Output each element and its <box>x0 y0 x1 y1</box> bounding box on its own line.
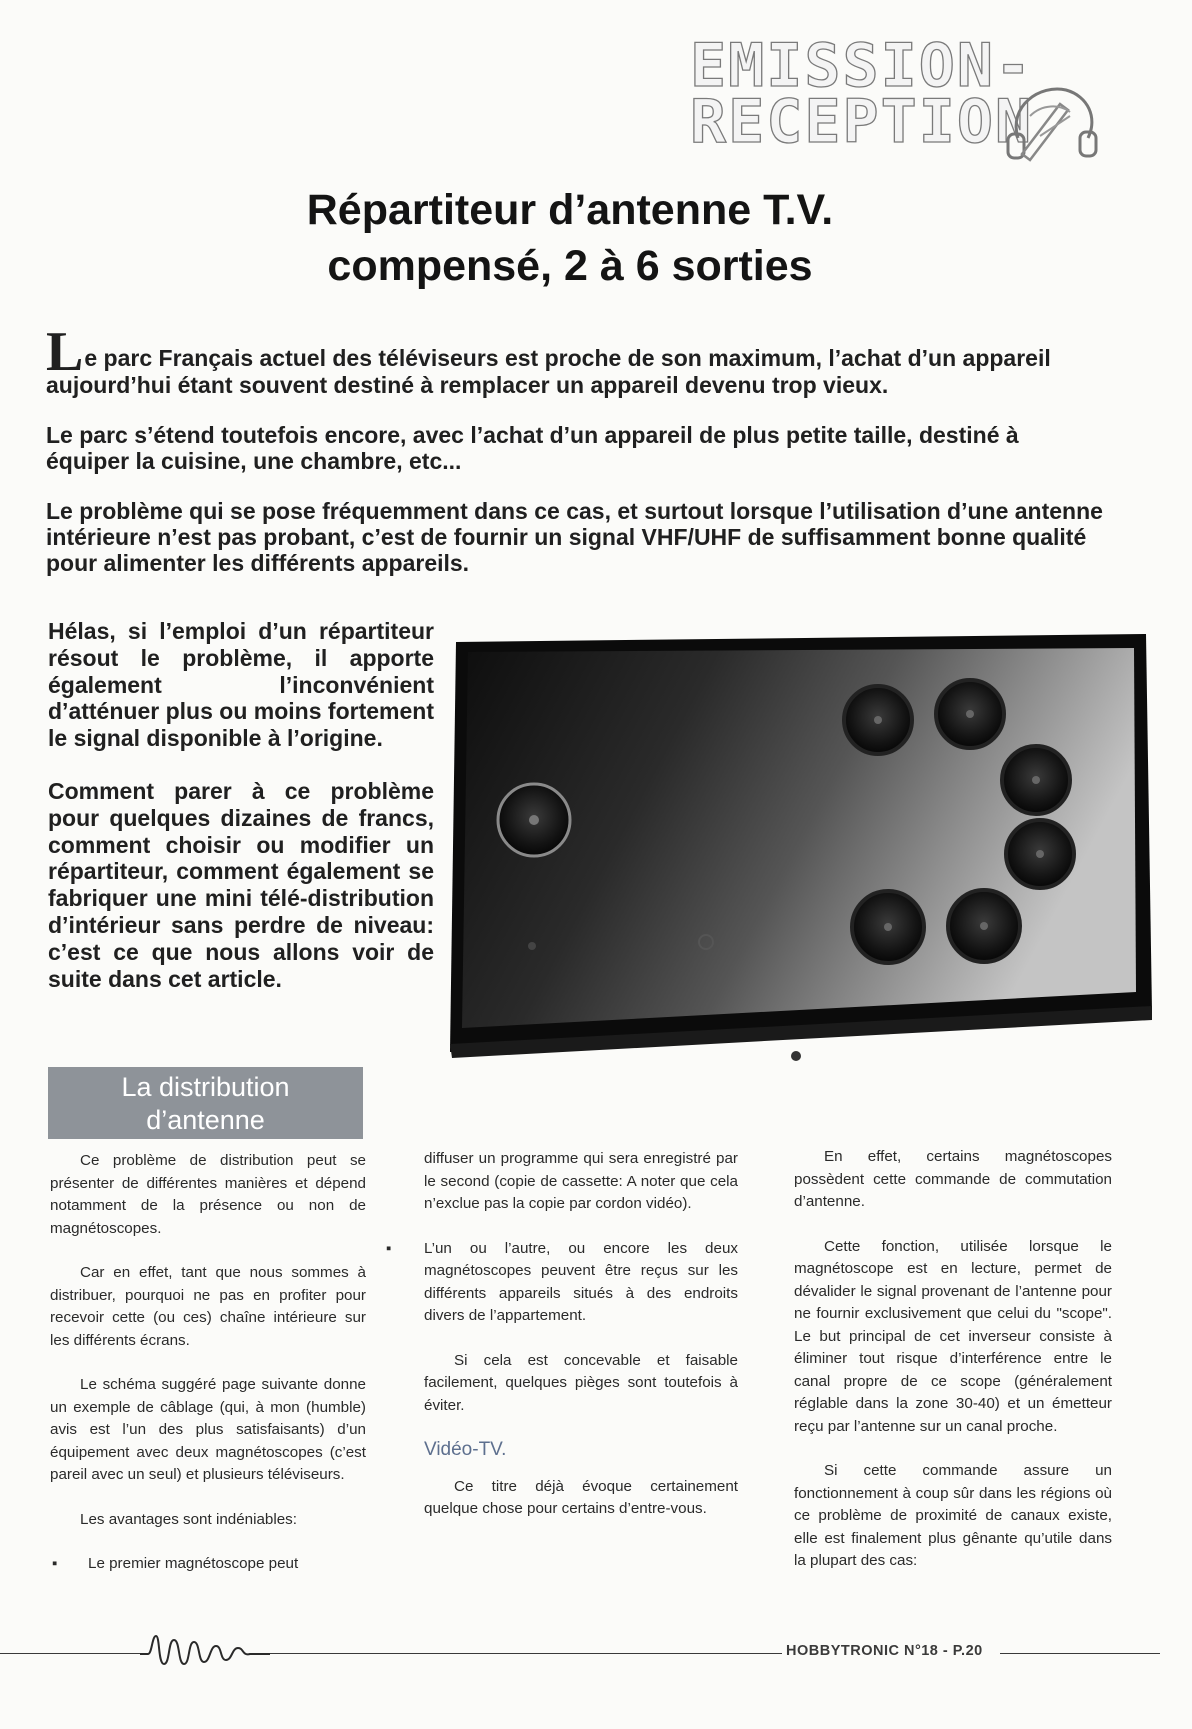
side-paragraph-1: Hélas, si l’emploi d’un répartiteur résout le problème, il apporte également l’inconvénient d’atténuer plus ou moins fortement le signal disponible à l’origine. <box>48 618 434 752</box>
bullet-1-text: Le premier magnétoscope peut <box>88 1555 299 1572</box>
waveform-icon <box>140 1630 270 1670</box>
intro-text <box>46 321 1106 600</box>
text-column-3 <box>794 1146 1112 1595</box>
col2-paragraph-1: diffuser un programme qui sera enregistré par le second (copie de cassette: A noter que cela n’exclue pas la copie par cordon vidéo). <box>424 1150 738 1212</box>
text-column-2 <box>386 1148 738 1543</box>
bullet-2-text: L’un ou l’autre, ou encore les deux magnétoscopes peuvent être reçus sur les différents appareils situés à des endroits divers de l’appartement. <box>424 1239 738 1324</box>
section-heading-line-2: d’antenne <box>146 1105 265 1135</box>
col2-paragraph-3: Ce titre déjà évoque certainement quelque chose pour certains d’entre-vous. <box>424 1477 738 1517</box>
col1-paragraph-1: Ce problème de distribution peut se présenter de différentes manières et dépend notamment de la présence ou non de magnétoscopes. <box>50 1152 366 1237</box>
bullet-item-2 <box>384 1238 738 1328</box>
section-logo <box>690 31 1100 178</box>
col2-paragraph-2: Si cela est concevable et faisable facilement, quelques pièges sont toutefois à éviter. <box>424 1351 738 1414</box>
title-line-1: Répartiteur d’antenne T.V. <box>306 186 834 234</box>
side-paragraph-2: Comment parer à ce problème pour quelques dizaines de francs, comment choisir ou modifier un répartiteur, comment également se fabriquer une mini télé-distribution d’intérieur sans perdre de niveau: c’est ce que nous allons voir de suite dans cet article. <box>48 777 434 992</box>
intro-paragraph-3: Le problème qui se pose fréquemment dans ce cas, et surtout lorsque l’utilisation d’une antenne intérieure n’est pas probant, c’est de fournir un signal VHF/UHF de suffisamment bonne qualité pour alimenter les différents appareils. <box>46 498 1103 576</box>
bullet-item-1 <box>50 1553 366 1576</box>
intro-paragraph-1-text: e parc Français actuel des téléviseurs est proche de son maximum, l’achat d’un appareil aujourd’hui étant souvent destiné à remplacer un appareil devenu trop vieux. <box>46 345 1051 398</box>
col3-paragraph-2: Cette fonction, utilisée lorsque le magnétoscope est en lecture, permet de dévalider le signal provenant de l’antenne pour ne fournir exclusivement que celui du "scope". Le but principal de cet inverseur consiste à éliminer tout risque d’interférence entre le canal propre de ce scope (généralement réglable dans la zone 30-40) et un émetteur reçu par l’antenne sur un canal proche. <box>794 1237 1112 1435</box>
col3-paragraph-1: En effet, certains magnétoscopes possèdent cette commande de commutation d’antenne. <box>794 1148 1112 1210</box>
section-heading-line-1: La distribution <box>121 1072 290 1102</box>
footer-page-label: HOBBYTRONIC N°18 - P.20 <box>786 1643 983 1659</box>
side-text <box>48 618 434 1018</box>
col1-paragraph-4: Les avantages sont indéniables: <box>80 1510 298 1528</box>
col3-paragraph-3: Si cette commande assure un fonctionnement à coup sûr dans les régions où ce problème de proximité de canaux existe, elle est finalement plus gênante qu’utile dans la plupart des cas: <box>794 1462 1112 1569</box>
drop-cap: L <box>46 321 84 383</box>
intro-paragraph-1 <box>46 321 1106 398</box>
title-line-2: compensé, 2 à 6 sorties <box>327 242 813 290</box>
logo-line-1: EMISSION- <box>690 31 1034 101</box>
bullet-icon: ▪ <box>52 1555 58 1572</box>
col1-paragraph-2: Car en effet, tant que nous sommes à distribuer, pourquoi ne pas en profiter pour recevoir cette (ou ces) chaîne intérieure sur les différents écrans. <box>50 1264 366 1349</box>
col1-paragraph-3: Le schéma suggéré page suivante donne un exemple de câblage (qui, à mon (humble) avis est l’un des plus satisfaisants) d’un équipement avec deux magnétoscopes (c’est pareil avec un seul) et plusieurs téléviseurs. <box>50 1376 366 1483</box>
intro-paragraph-2: Le parc s’étend toutefois encore, avec l’achat d’un appareil de plus petite taille, destiné à équiper la cuisine, une chambre, etc... <box>46 422 1019 474</box>
logo-line-2: RECEPTION <box>690 87 1034 157</box>
footer-rule-right <box>1000 1653 1160 1654</box>
headphones-pen-icon <box>1000 76 1100 176</box>
bullet-icon: ▪ <box>386 1239 392 1257</box>
text-column-1 <box>50 1150 366 1598</box>
subheading-video-tv: Vidéo-TV. <box>424 1439 507 1460</box>
footer-rule-middle <box>270 1653 782 1654</box>
article-title <box>150 182 990 294</box>
splitter-box-photo <box>446 632 1154 1062</box>
footer-rule-left <box>0 1653 140 1654</box>
section-heading-box <box>48 1067 363 1139</box>
